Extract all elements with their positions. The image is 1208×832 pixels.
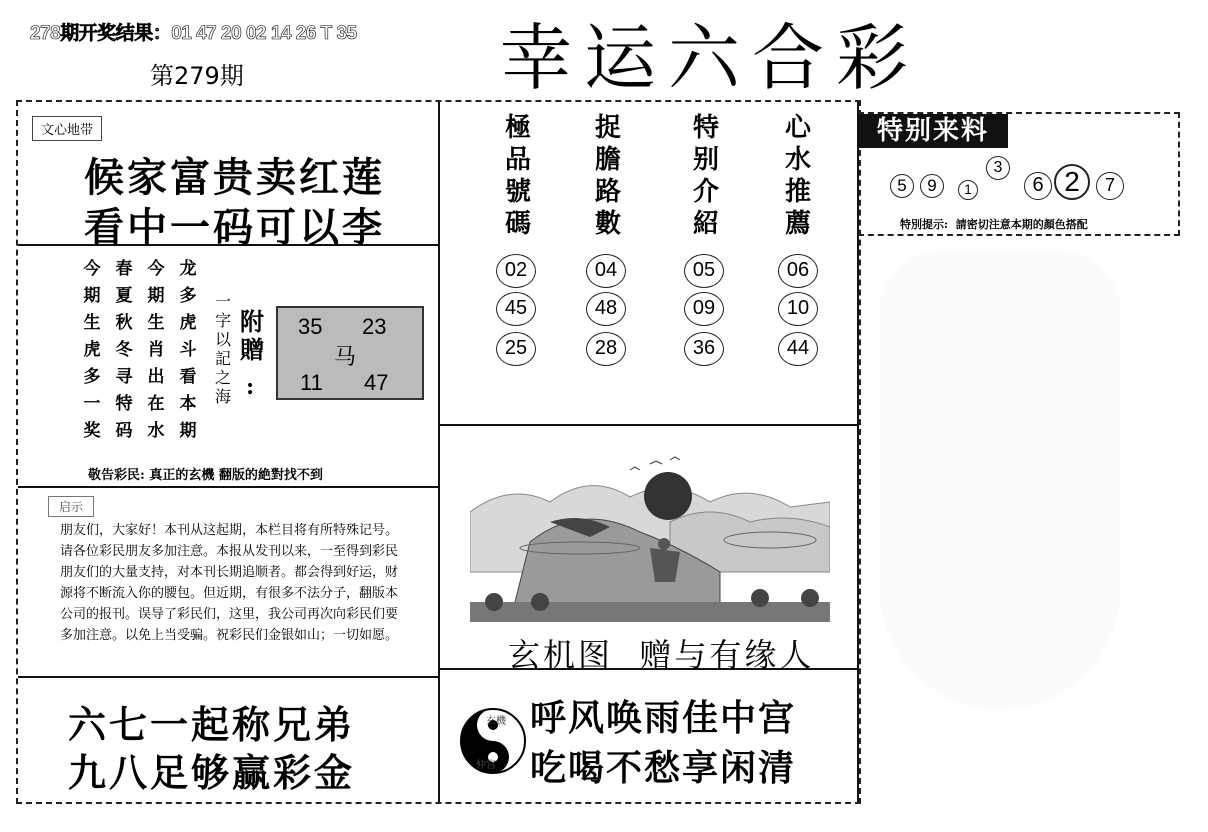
head-char: 特 xyxy=(692,113,719,143)
poem-char: 寻 xyxy=(115,367,133,387)
poem-char: 期 xyxy=(147,286,165,306)
riddle-line-1: 候家富贵卖红莲 xyxy=(84,154,385,201)
divider-center-1 xyxy=(440,424,857,426)
gift-label: 附贈 xyxy=(240,307,264,364)
special-number: 1 xyxy=(958,180,978,200)
gift-number: 35 xyxy=(298,314,323,339)
poem-char: 多 xyxy=(83,367,101,387)
head-char: 路 xyxy=(594,177,621,207)
notice-tag: 启示 xyxy=(48,496,94,517)
masthead-title: 幸运六合彩 xyxy=(500,16,921,100)
head-char: 號 xyxy=(504,177,531,207)
poem-char: 期 xyxy=(179,421,197,441)
poem-char: 春 xyxy=(115,259,133,279)
divider-left-2 xyxy=(18,486,438,488)
circled-number: 10 xyxy=(778,292,818,326)
poem-grid xyxy=(80,258,200,442)
divider-left-3 xyxy=(18,676,438,678)
special-title: 特别来料 xyxy=(858,114,1008,148)
poem-char: 期 xyxy=(83,286,101,306)
divider-left xyxy=(438,102,440,802)
head-char: 推 xyxy=(784,177,811,207)
head-char: 數 xyxy=(594,209,621,239)
circled-number: 48 xyxy=(586,292,626,326)
poem-char: 生 xyxy=(147,313,165,333)
poem-char: 虎 xyxy=(83,340,101,360)
circled-number: 44 xyxy=(778,332,818,366)
head-char: 别 xyxy=(692,145,719,175)
circled-number: 25 xyxy=(496,332,536,366)
poem-char: 今 xyxy=(83,259,101,279)
poem-char: 一 xyxy=(83,394,101,414)
number-column-3 xyxy=(686,112,726,240)
mystic-picture xyxy=(470,452,830,622)
gift-number: 23 xyxy=(362,314,387,339)
side-poem: 一字以記之海 xyxy=(214,292,231,406)
special-number: 6 xyxy=(1024,172,1052,200)
head-char: 碼 xyxy=(504,209,531,239)
center-poem-line-2: 吃喝不愁享闲清 xyxy=(530,747,797,789)
poem-char: 斗 xyxy=(179,340,197,360)
notice-text: 朋友们，大家好！本刊从这起期，本栏目将有所特殊记号。请各位彩民朋友多加注意。本报从发刊以来，一至得到彩民朋友们的大量支持，对本刊长期追顺者。都会得到好运，财源将不断流入你的腰包。但近期，有很多不法分子，翻版本公司的报刊。误导了彩民们，这里，我公司再次向彩民们要多加注意。以免上当受骗。祝彩民们金银如山；一切如愿。 xyxy=(60,523,399,643)
poem-column xyxy=(176,258,200,442)
head-char: 紹 xyxy=(692,209,719,239)
column-head xyxy=(686,112,726,240)
head-char: 品 xyxy=(504,145,531,175)
poem-char: 多 xyxy=(179,286,197,306)
head-char: 心 xyxy=(784,113,811,143)
gift-zodiac: 马 xyxy=(334,345,357,370)
special-number: 3 xyxy=(986,156,1010,180)
bottom-poem-line-2: 九八足够赢彩金 xyxy=(68,750,356,795)
center-poem-line-1: 呼风唤雨佳中宫 xyxy=(530,697,797,739)
special-number: 9 xyxy=(920,174,944,198)
poem-char: 特 xyxy=(115,394,133,414)
circled-number: 02 xyxy=(496,254,536,288)
poem-char: 虎 xyxy=(179,313,197,333)
column-head xyxy=(588,112,628,240)
watermark-shape xyxy=(880,250,1120,710)
section-tag: 文心地带 xyxy=(32,116,102,141)
poem-char: 出 xyxy=(147,367,165,387)
poem-char: 今 xyxy=(147,259,165,279)
last-result-line: 278期开奖结果：01 47 20 02 14 26 T 35 xyxy=(30,23,357,44)
poem-char: 秋 xyxy=(115,313,133,333)
riddle-line-2: 看中一码可以李 xyxy=(84,204,385,251)
number-column-2 xyxy=(588,112,628,240)
gift-box xyxy=(276,306,424,400)
circled-number: 36 xyxy=(684,332,724,366)
head-char: 水 xyxy=(784,145,811,175)
taiji-bottom-text: 仲宫 xyxy=(476,760,496,771)
special-hint: 特別提示: 請密切注意本期的顏色搭配 xyxy=(900,218,1088,231)
circled-number: 06 xyxy=(778,254,818,288)
poem-char: 肖 xyxy=(147,340,165,360)
picture-caption: 玄机图 赠与有缘人 xyxy=(508,636,815,674)
poem-char: 码 xyxy=(115,421,133,441)
poem-char: 龙 xyxy=(179,259,197,279)
bottom-poem-line-1: 六七一起称兄弟 xyxy=(68,702,356,747)
gift-number: 47 xyxy=(364,370,389,395)
head-char: 膽 xyxy=(594,145,621,175)
gift-number: 11 xyxy=(300,370,323,395)
poem-char: 看 xyxy=(179,367,197,387)
number-column-4 xyxy=(778,112,818,240)
circled-number: 09 xyxy=(684,292,724,326)
head-char: 捉 xyxy=(594,113,621,143)
head-char: 薦 xyxy=(784,209,811,239)
poem-char: 在 xyxy=(147,394,165,414)
poem-char: 冬 xyxy=(115,340,133,360)
special-number: 7 xyxy=(1096,172,1124,200)
taiji-top-text: 玄機 xyxy=(486,716,506,727)
gift-colon: : xyxy=(246,374,255,400)
poem-char: 奖 xyxy=(83,421,101,441)
special-number: 5 xyxy=(890,174,914,198)
poem-column xyxy=(144,258,168,442)
poem-char: 水 xyxy=(147,421,165,441)
special-number: 2 xyxy=(1054,164,1090,200)
column-head xyxy=(498,112,538,240)
column-head xyxy=(778,112,818,240)
circled-number: 45 xyxy=(496,292,536,326)
head-char: 介 xyxy=(692,177,719,207)
poem-column xyxy=(112,258,136,442)
number-column-1 xyxy=(498,112,538,240)
poem-column xyxy=(80,258,104,442)
poem-char: 本 xyxy=(179,394,197,414)
circled-number: 28 xyxy=(586,332,626,366)
poem-char: 生 xyxy=(83,313,101,333)
poem-char: 夏 xyxy=(115,286,133,306)
issue-number: 第279期 xyxy=(150,62,244,90)
circled-number: 04 xyxy=(586,254,626,288)
warning-text: 敬告彩民: 真正的玄機 翻版的絶對找不到 xyxy=(88,468,323,483)
circled-number: 05 xyxy=(684,254,724,288)
head-char: 極 xyxy=(504,113,531,143)
